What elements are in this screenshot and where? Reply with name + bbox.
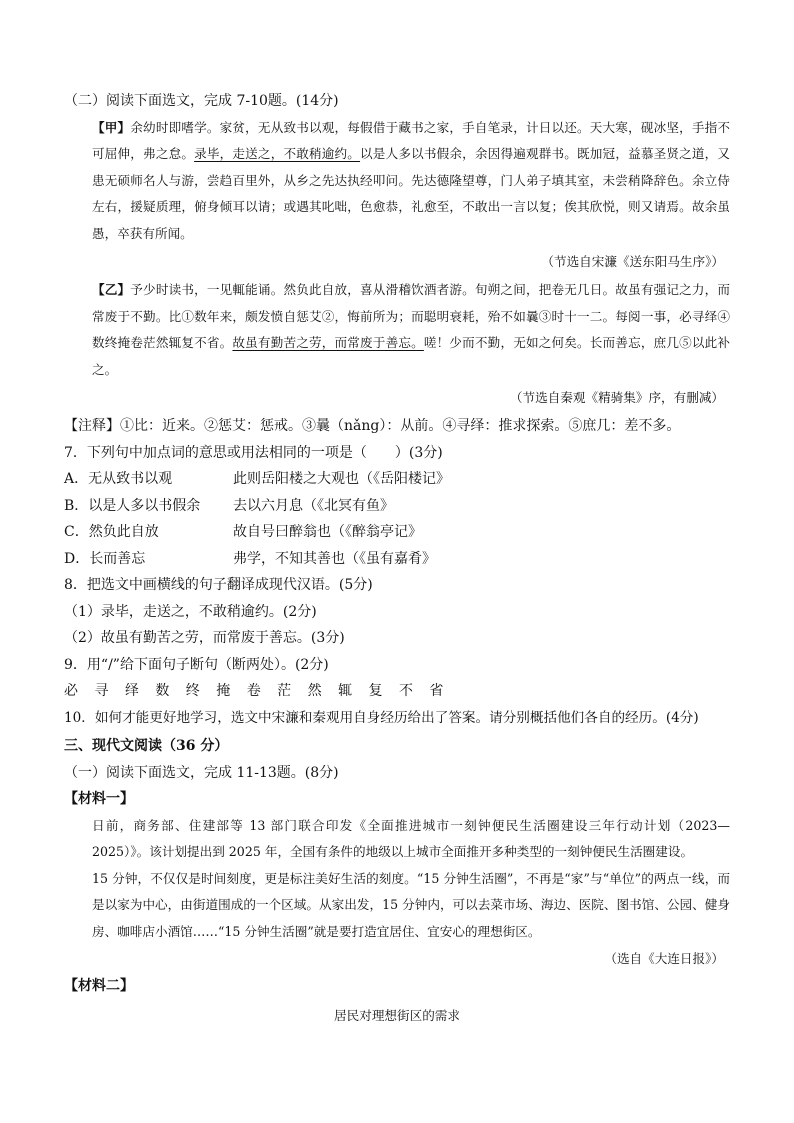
question-9-sentence: 必 寻 绎 数 终 掩 卷 茫 然 辄 复 不 省 bbox=[64, 683, 450, 699]
question-7: 7．下列句中加点词的意思或用法相同的一项是（ ）(3分) bbox=[64, 444, 443, 461]
q7-option-b-compare: 去以六月息（《北冥有鱼》 bbox=[233, 497, 394, 514]
material2-title: 居民对理想街区的需求 bbox=[334, 1007, 460, 1023]
jia-underlined-sentence: 录毕，走送之，不敢稍逾约。 bbox=[194, 146, 361, 161]
material2-label: 【材料二】 bbox=[64, 978, 134, 994]
q7-option-c-text: C．然负此自放 bbox=[64, 524, 159, 540]
passage-jia bbox=[64, 115, 730, 248]
q7-option-c-compare: 故自号曰醉翁也（《醉翁亭记》 bbox=[233, 524, 422, 540]
yi-text-2: 嗟！少而不勤，无如之何矣。长而善忘，庶几⑤以此补之。 bbox=[92, 335, 731, 377]
question-9: 9．用“/”给下面句子断句（断两处）。(2分) bbox=[64, 656, 329, 673]
q7-option-a bbox=[64, 466, 730, 493]
jia-label: 【甲】 bbox=[92, 119, 131, 135]
question-10: 10．如何才能更好地学习，选文中宋濂和秦观用自身经历给出了答案。请分别概括他们各自的经历。(4分) bbox=[64, 709, 699, 726]
question-8-part-2: （2）故虽有勤苦之劳，而常废于善忘。(3分) bbox=[64, 630, 345, 646]
jia-text-2: 以是人多以书假余，余因得遍观群书。既加冠，益慕圣贤之道，又患无硕师名人与游，尝趋百里外，从乡之先达执经叩问。先达德隆望尊，门人弟子填其室，未尝稍降辞色。余立侍左右，援疑质理，俯身倾耳以请；或遇其叱咄，色愈恭，礼愈至，不敢出一言以复；俟其欣悦，则又请焉。故余虽愚，卒获有所闻。 bbox=[92, 146, 731, 241]
section3-header: 三、现代文阅读（36 分） bbox=[64, 738, 229, 754]
section3-sub-header: （一）阅读下面选文，完成 11-13题。(8分) bbox=[64, 764, 339, 781]
q7-option-b bbox=[64, 493, 730, 520]
yi-label: 【乙】 bbox=[92, 282, 131, 297]
material1-paragraph-1: 日前，商务部、住建部等 13 部门联合印发《全面推进城市一刻钟便民生活圈建设三年行动计划（2023—2025）》。该计划提出到 2025 年，全国有条件的地级以上城市全面推开多种类型的一刻钟便民生活圈建设。 bbox=[92, 817, 730, 859]
jia-text-1: 余幼时即嗜学。家贫，无从致书以观，每假借于藏书之家，手自笔录，计日以还。天大寒，砚冰坚，手指不可屈伸，弗之怠。 bbox=[92, 119, 731, 161]
notes: 【注释】①比：近来。②惩艾：惩戒。③曩（nǎng）：从前。④寻绎：推求探索。⑤庶几：差不多。 bbox=[64, 418, 681, 434]
q7-option-d-compare: 弗学，不知其善也（《虽有嘉肴》 bbox=[233, 550, 436, 567]
q7-option-a-compare: 此则岳阳楼之大观也（《岳阳楼记》 bbox=[233, 471, 450, 487]
yi-text-1: 予少时读书，一见輒能诵。然负此自放，喜从滑稽饮酒者游。旬朔之间，把卷无几日。故虽有强记之力，而常废于不勤。比①数年来，颇发愤自惩艾②，悔前所为；而聪明衰耗，殆不如曩③时十一二。每阅一事，必寻绎④数终掩卷茫然辄复不省。 bbox=[92, 282, 731, 350]
material1-source: （选自《大连日报》） bbox=[604, 951, 724, 966]
exam-page bbox=[64, 88, 730, 1032]
q7-option-d bbox=[64, 546, 730, 573]
jia-source: （节选自宋濂《送东阳马生序》） bbox=[541, 254, 724, 269]
q7-option-c bbox=[64, 519, 730, 546]
material1-paragraph-2: 15 分钟，不仅仅是时间刻度，更是标注美好生活的刻度。“15 分钟生活圈”，不再是“家”与“单位”的两点一线，而是以家为中心，由街道围成的一个区域。从家出发，15 分钟内，可以去菜市场、海边、医院、图书馆、公园、健身房、咖啡店小酒馆……“15 分钟生活圈”就是要打造宜居住、宜安心的理想街区。 bbox=[92, 870, 730, 939]
passage-yi bbox=[64, 277, 730, 383]
section2-header: （二）阅读下面选文，完成 7-10题。(14分) bbox=[64, 93, 339, 109]
q7-option-d-text: D．长而善忘 bbox=[64, 550, 146, 567]
q7-option-a-text: A．无从致书以观 bbox=[64, 471, 173, 487]
yi-source: （节选自秦观《精骑集》序，有删减） bbox=[509, 390, 724, 405]
question-8-part-1: （1）录毕，走送之，不敢稍逾约。(2分) bbox=[64, 603, 317, 620]
q7-option-b-text: B．以是人多以书假余 bbox=[64, 497, 201, 514]
yi-underlined-sentence: 故虽有勤苦之劳，而常废于善忘。 bbox=[232, 335, 424, 350]
question-8: 8．把选文中画横线的句子翻译成现代汉语。(5分) bbox=[64, 577, 373, 593]
material1-label: 【材料一】 bbox=[64, 791, 134, 807]
